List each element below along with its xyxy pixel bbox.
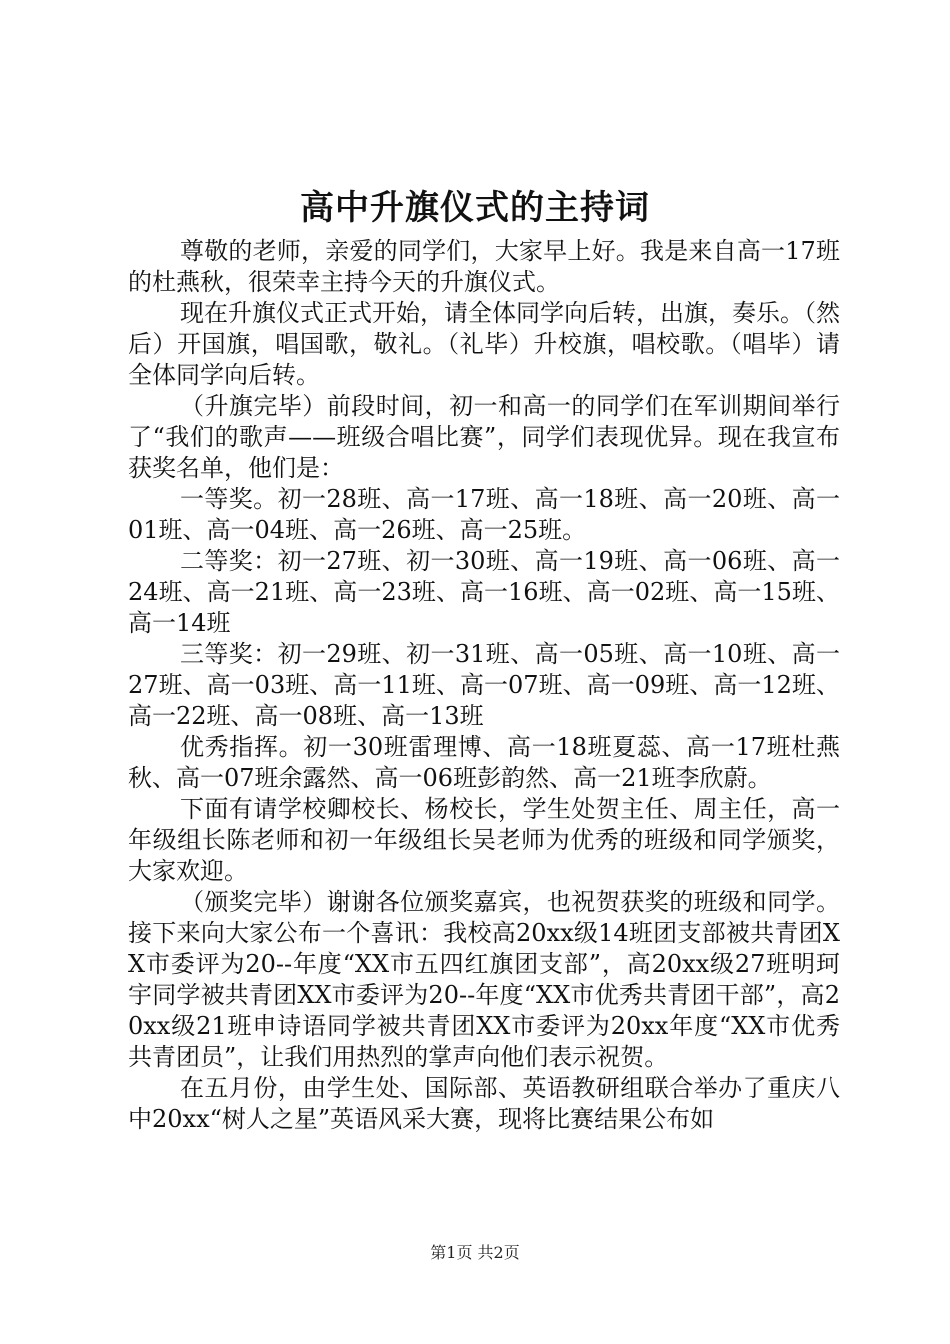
- document-body: [128, 236, 840, 1135]
- paragraph-contest-intro: （升旗完毕）前段时间，初一和高一的同学们在军训期间举行了“我们的歌声——班级合唱比赛”，同学们表现优异。现在我宣布获奖名单，他们是：: [128, 392, 840, 482]
- paragraph-english-contest: 在五月份，由学生处、国际部、英语教研组联合举办了重庆八中20xx“树人之星”英语风采大赛，现将比赛结果公布如: [128, 1074, 840, 1133]
- page-footer: 第1页 共2页: [430, 1243, 520, 1262]
- paragraph-first-prize: 一等奖。初一28班、高一17班、高一18班、高一20班、高一01班、高一04班、高一26班、高一25班。: [128, 485, 840, 544]
- paragraph-third-prize: 三等奖：初一29班、初一31班、高一05班、高一10班、高一27班、高一03班、高一11班、高一07班、高一09班、高一12班、高一22班、高一08班、高一13班: [128, 640, 840, 730]
- paragraph-good-news: （颁奖完毕）谢谢各位颁奖嘉宾，也祝贺获奖的班级和同学。接下来向大家公布一个喜讯：我校高20xx级14班团支部被共青团XX市委评为20--年度“XX市五四红旗团支部”，高20xx级27班明珂宇同学被共青团XX市委评为20--年度“XX市优秀共青团干部”，高20xx级21班申诗语同学被共青团XX市委评为20xx年度“XX市优秀共青团员”，让我们用热烈的掌声向他们表示祝贺。: [128, 888, 840, 1071]
- paragraph-flag-ceremony: 现在升旗仪式正式开始，请全体同学向后转，出旗，奏乐。（然后）开国旗，唱国歌，敬礼。（礼毕）升校旗，唱校歌。（唱毕）请全体同学向后转。: [128, 299, 840, 389]
- paragraph-best-conductor: 优秀指挥。初一30班雷理博、高一18班夏蕊、高一17班杜燕秋、高一07班余露然、高一06班彭韵然、高一21班李欣蔚。: [128, 733, 840, 792]
- paragraph-award-presenters: 下面有请学校卿校长、杨校长，学生处贺主任、周主任，高一年级组长陈老师和初一年级组长吴老师为优秀的班级和同学颁奖，大家欢迎。: [128, 795, 840, 885]
- paragraph-greeting: 尊敬的老师，亲爱的同学们，大家早上好。我是来自高一17班的杜燕秋，很荣幸主持今天的升旗仪式。: [128, 237, 840, 296]
- paragraph-second-prize: 二等奖：初一27班、初一30班、高一19班、高一06班、高一24班、高一21班、高一23班、高一16班、高一02班、高一15班、高一14班: [128, 547, 840, 637]
- document-title: 高中升旗仪式的主持词: [300, 188, 650, 228]
